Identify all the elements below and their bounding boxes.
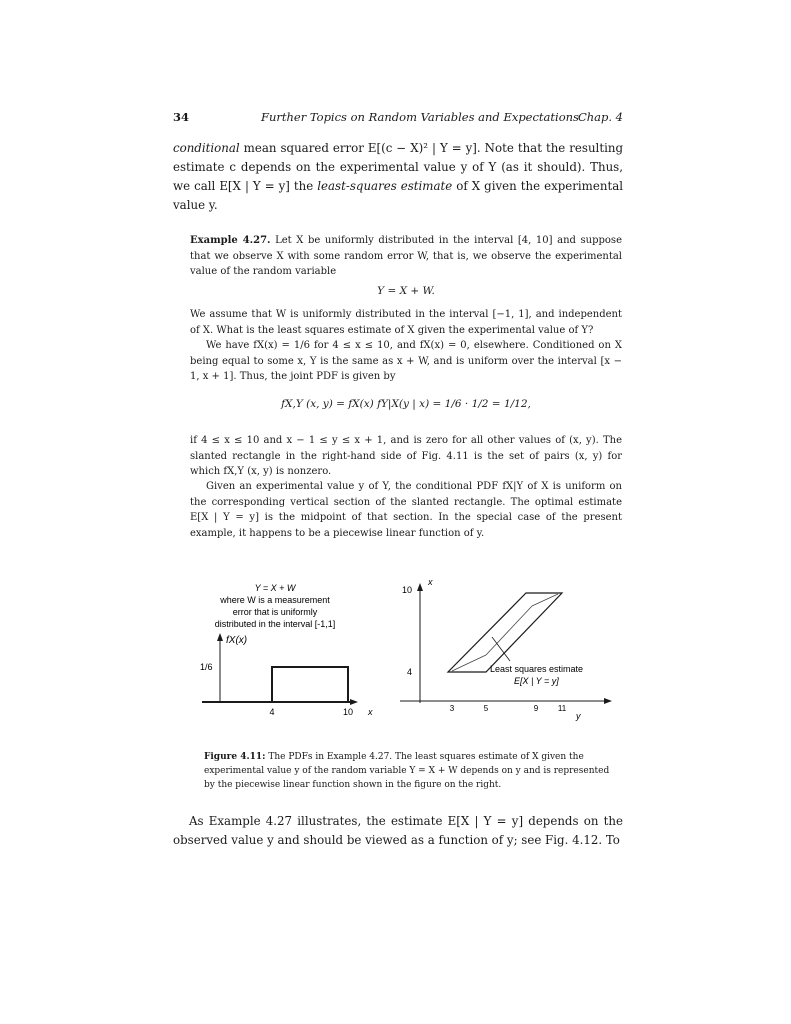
estimate-formula: E[X | Y = y] (514, 676, 559, 686)
text-run: mean squared error (239, 141, 368, 155)
annotation-line-2: where W is a measurement (220, 595, 330, 605)
figure-4-11 (190, 575, 622, 735)
left-x-axis-arrow-icon (350, 699, 358, 705)
final-paragraph: As Example 4.27 illustrates, the estimate E[X | Y = y] depends on the observed value y and should be viewed as a function of y; see Fig. 4.12. To (173, 814, 623, 847)
page-header (173, 110, 623, 126)
text-run: We have f (206, 340, 257, 351)
right-panel (400, 577, 612, 721)
right-xtick-9: 9 (533, 704, 539, 713)
figure-caption (204, 750, 614, 792)
right-xtick-11: 11 (557, 704, 567, 713)
page-number: 34 (173, 110, 190, 124)
equation-y-equals-x-plus-w: Y = X + W. (377, 285, 435, 297)
uniform-pdf-curve (220, 667, 348, 702)
left-xaxis-label: x (368, 707, 373, 717)
conditional-term: conditional (173, 141, 240, 155)
text-run: the (289, 179, 318, 193)
example-conditions: if 4 ≤ x ≤ 10 and x − 1 ≤ y ≤ x + 1, and is zero for all other values of (x, y). The slanted rectangle in the right-hand side of Fig. 4.11 is the set of pairs (x, y) for which fX,Y (x, y) is nonzero. (190, 435, 622, 477)
example-pdf-statement (190, 338, 622, 385)
example-label: Example 4.27. (190, 235, 271, 246)
left-ylabel: fX(x) (226, 635, 248, 646)
right-ytick-4: 4 (406, 667, 412, 677)
text-run: of X given the experimental value y. (173, 179, 623, 212)
figure-drawing (190, 575, 622, 735)
example-intro (190, 233, 622, 280)
chapter-label: Chap. 4 (577, 110, 623, 124)
left-level-label: 1/6 (200, 662, 213, 672)
text-run: X(x) = 1/6 for 4 ≤ x ≤ 10, and fX(x) = 0, elsewhere. Conditioned on X being equal to some x, Y is the same as x + W, and is uniform over the interval [x − 1, x + 1]. Thus, the joint PDF is given by (190, 340, 622, 382)
example-intro-text: Let X be uniformly distributed in the interval [4, 10] and suppose that we observe X with some random error W, that is, we observe the experimental value of the random variable (190, 235, 622, 277)
example-estimate-description: Given an experimental value y of Y, the conditional PDF fX|Y of X is uniform on the corresponding vertical section of the slanted rectangle. The optimal estimate E[X | Y = y] is the midpoint of that section. In the special case of the present example, it happens to be a piecewise linear function of y. (190, 481, 622, 539)
annotation-line-3: error that is uniformly (232, 607, 318, 617)
conditional-expectation: E[X | Y = y] (219, 179, 290, 193)
left-tick-10: 10 (342, 707, 354, 717)
right-xtick-5: 5 (483, 704, 489, 713)
left-panel (200, 583, 373, 717)
left-tick-4: 4 (269, 707, 275, 717)
text-run: . Note that the resulting estimate c depends on the experimental value y of Y (as it should). Thus, we call (173, 141, 623, 193)
caption-text: The PDFs in Example 4.27. The least squares estimate of X given the experimental value y of the random variable Y = X + W depends on y and is represented by the piecewise linear function shown in the figure on the right. (204, 752, 610, 790)
right-yaxis-label: x (428, 577, 433, 587)
intro-paragraph (173, 139, 623, 215)
right-ytick-10: 10 (401, 585, 412, 595)
estimate-line-high (532, 594, 558, 606)
right-xaxis-label: y (576, 711, 581, 721)
right-xtick-3: 3 (449, 704, 455, 713)
annotation-line-4: distributed in the interval [-1,1] (214, 619, 336, 629)
mse-expression: E[(c − X)² | Y = y] (367, 141, 477, 155)
right-x-axis-arrow-icon (604, 698, 612, 704)
right-y-axis-arrow-icon (417, 583, 423, 591)
left-y-axis-arrow-icon (217, 633, 223, 641)
support-rectangle (448, 593, 562, 672)
least-squares-term: least-squares estimate (317, 179, 453, 193)
example-assumption: We assume that W is uniformly distributed in the interval [−1, 1], and independent of X. What is the least squares estimate of X given the experimental value of Y? (190, 309, 622, 336)
estimate-label: Least squares estimate (490, 664, 584, 674)
caption-label: Figure 4.11: (204, 752, 266, 762)
joint-pdf-equation: fX,Y (x, y) = fX(x) fY|X(y | x) = 1/6 · 1/2 = 1/12, (281, 398, 531, 410)
running-title: Further Topics on Random Variables and Expectations (261, 110, 579, 124)
annotation-line-1: Y = X + W (254, 583, 296, 593)
